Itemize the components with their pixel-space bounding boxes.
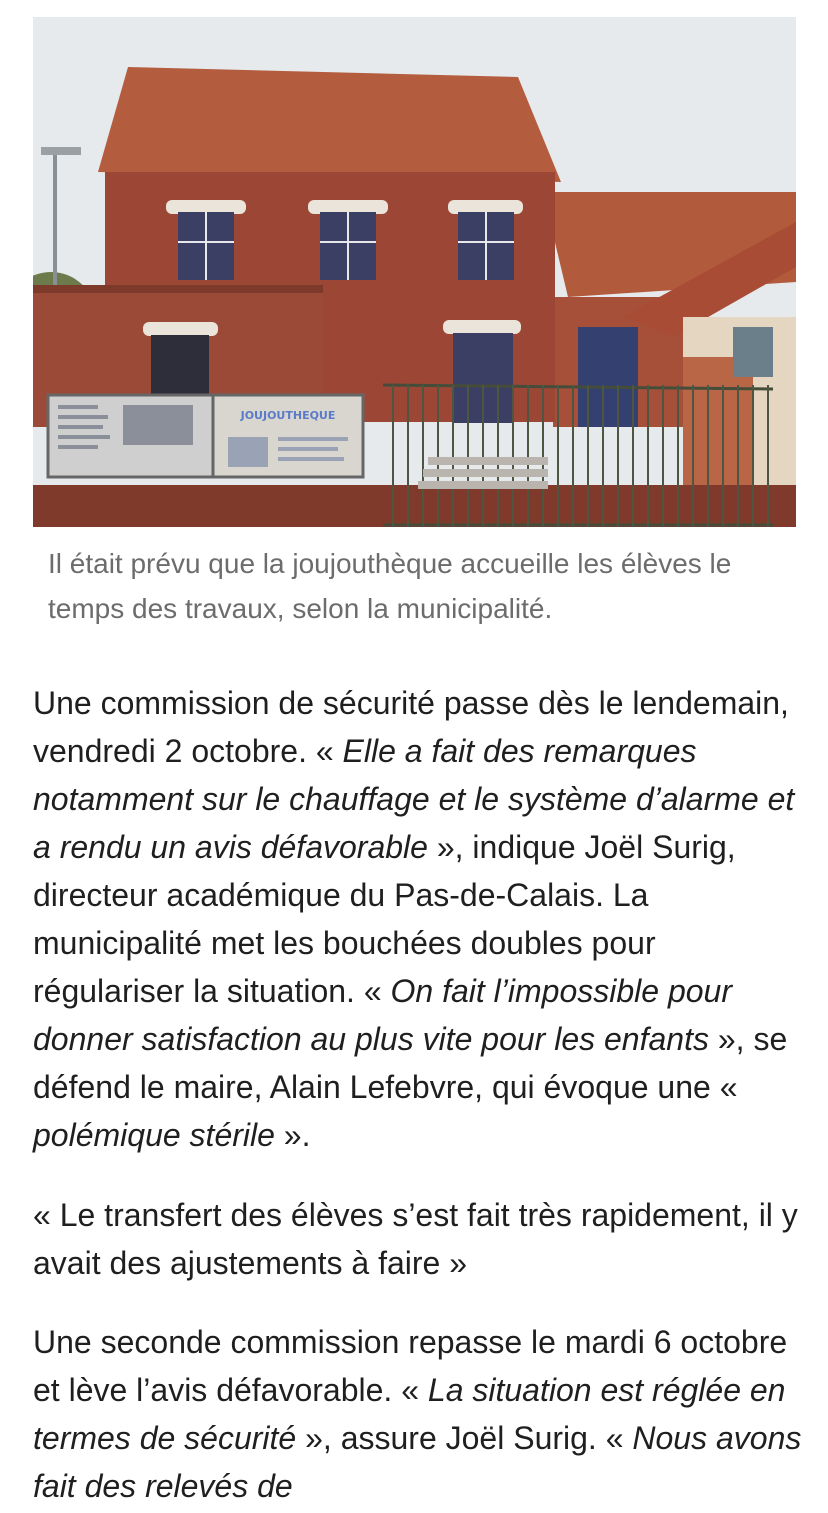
article-paragraph: [33, 679, 803, 1159]
sign-text: JOUJOUTHEQUE: [240, 409, 336, 422]
paragraph-text: », assure Joël Surig. «: [296, 1420, 633, 1456]
quote-text: On fait l’impossible pour donner satisfaction au plus vite pour les enfants: [33, 973, 732, 1057]
paragraph-text: », indique Joël Surig, directeur académique du Pas-de-Calais. La municipalité met les bouchées doubles pour régulariser la situation. «: [33, 829, 736, 1009]
article-subheading: « Le transfert des élèves s’est fait très rapidement, il y avait des ajustements à faire »: [33, 1197, 798, 1281]
school-building-photo: [33, 17, 796, 527]
paragraph-text: Une seconde commission repasse le mardi 6 octobre et lève l’avis défavorable. «: [33, 1324, 788, 1408]
photo-caption: Il était prévu que la joujouthèque accueille les élèves le temps des travaux, selon la municipalité.: [48, 548, 732, 624]
paragraph-text: Une commission de sécurité passe dès le lendemain, vendredi 2 octobre. «: [33, 685, 789, 769]
article-photo: [33, 17, 796, 527]
quote-text: La situation est réglée en termes de sécurité: [33, 1372, 786, 1456]
quote-text: polémique stérile: [33, 1117, 275, 1153]
paragraph-text: », se défend le maire, Alain Lefebvre, qui évoque une «: [33, 1021, 788, 1105]
quote-text: Nous avons fait des relevés de: [33, 1420, 802, 1504]
quote-text: Elle a fait des remarques notamment sur le chauffage et le système d’alarme et a rendu un avis défavorable: [33, 733, 795, 865]
article-paragraph: [33, 1318, 803, 1510]
paragraph-text: ».: [274, 1117, 311, 1153]
